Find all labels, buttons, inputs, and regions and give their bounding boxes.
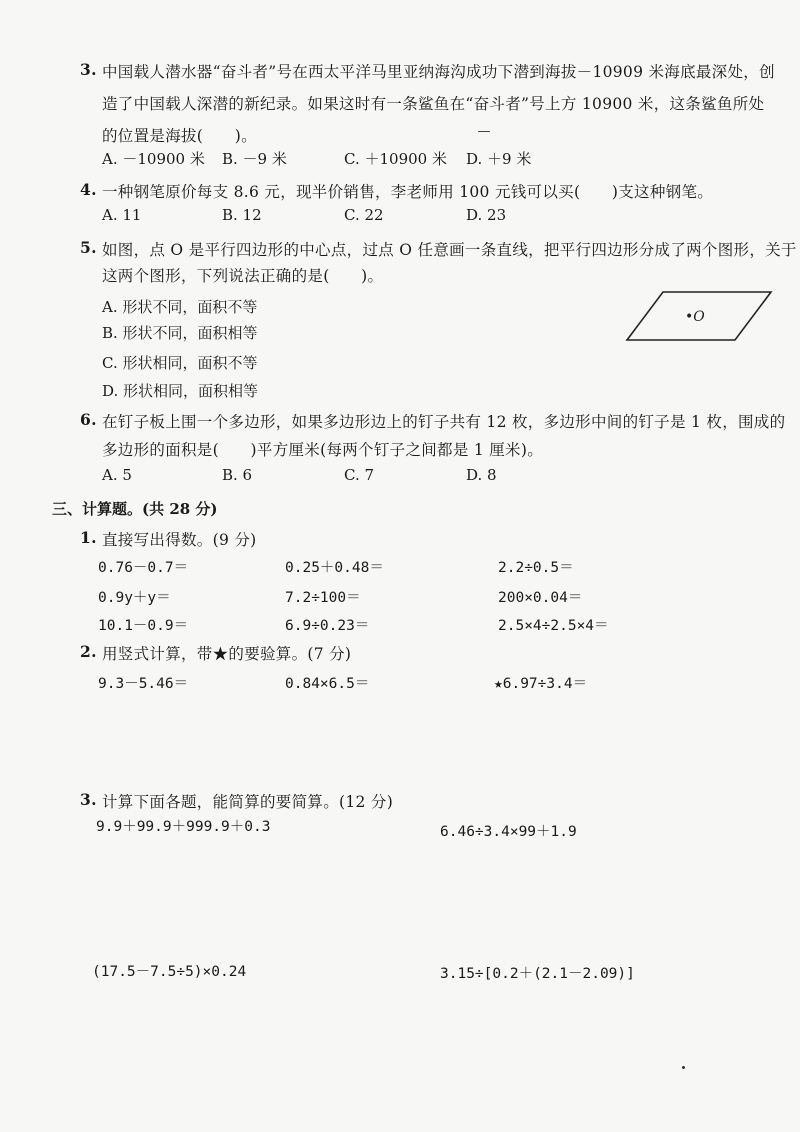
calc-item: 200×0.04＝	[498, 590, 583, 606]
q3-option-a[interactable]: A. －10900 米	[102, 150, 205, 168]
p2-title: 用竖式计算，带★的要验算。(7 分)	[102, 645, 352, 663]
q5-line1: 如图，点 O 是平行四边形的中心点，过点 O 任意画一条直线，把平行四边形分成了两个图形，关于	[102, 241, 797, 259]
simplify-item: 3.15÷[0.2＋(2.1－2.09)]	[440, 966, 635, 982]
stray-dot	[682, 1066, 685, 1069]
p1-title: 直接写出得数。(9 分)	[102, 531, 257, 549]
q4-option-b[interactable]: B. 12	[222, 206, 262, 224]
vertical-calc-item: 9.3－5.46＝	[98, 676, 189, 692]
q5-option-a[interactable]: A. 形状不同，面积不等	[102, 298, 258, 316]
p3-number: 3.	[80, 790, 97, 809]
q4-option-c[interactable]: C. 22	[344, 206, 384, 224]
p3-title: 计算下面各题，能简算的要简算。(12 分)	[102, 793, 394, 811]
point-o-label: •O	[685, 309, 705, 325]
q3-number: 3.	[80, 60, 97, 79]
q4-option-d[interactable]: D. 23	[466, 206, 507, 224]
q5-option-d[interactable]: D. 形状相同，面积相等	[102, 382, 259, 400]
p1-number: 1.	[80, 528, 97, 547]
q5-line2: 这两个图形，下列说法正确的是( )。	[102, 267, 384, 285]
q4-line1: 一种钢笔原价每支 8.6 元，现半价销售，李老师用 100 元钱可以买( )支这种钢笔。	[102, 183, 714, 201]
q5-option-b[interactable]: B. 形状不同，面积相等	[102, 324, 258, 342]
calc-item: 2.2÷0.5＝	[498, 560, 574, 576]
stray-mark	[478, 131, 490, 132]
q5-number: 5.	[80, 238, 97, 257]
calc-item: 2.5×4÷2.5×4＝	[498, 618, 609, 634]
section-3-title: 三、计算题。(共 28 分)	[52, 500, 218, 518]
calc-item: 7.2÷100＝	[285, 590, 361, 606]
q6-option-c[interactable]: C. 7	[344, 466, 375, 484]
q3-line1: 中国载人潜水器“奋斗者”号在西太平洋马里亚纳海沟成功下潜到海拔－10909 米海底最深处，创	[102, 63, 775, 81]
q3-line3: 的位置是海拔( )。	[102, 127, 257, 145]
simplify-item: 9.9＋99.9＋999.9＋0.3	[96, 819, 271, 835]
q6-option-d[interactable]: D. 8	[466, 466, 497, 484]
calc-item: 10.1－0.9＝	[98, 618, 189, 634]
q3-option-b[interactable]: B. －9 米	[222, 150, 287, 168]
calc-item: 0.9y＋y＝	[98, 590, 171, 606]
q3-line2: 造了中国载人深潜的新纪录。如果这时有一条鲨鱼在“奋斗者”号上方 10900 米，这条鲨鱼所处	[102, 95, 765, 113]
parallelogram-figure	[625, 288, 775, 344]
vertical-calc-item: ★6.97÷3.4＝	[494, 676, 588, 692]
q6-number: 6.	[80, 410, 97, 429]
q6-option-b[interactable]: B. 6	[222, 466, 253, 484]
q6-line2: 多边形的面积是( )平方厘米(每两个钉子之间都是 1 厘米)。	[102, 441, 544, 459]
calc-item: 0.76－0.7＝	[98, 560, 189, 576]
calc-item: 0.25＋0.48＝	[285, 560, 384, 576]
q4-option-a[interactable]: A. 11	[102, 206, 142, 224]
vertical-calc-item: 0.84×6.5＝	[285, 676, 370, 692]
q4-number: 4.	[80, 180, 97, 199]
simplify-item: 6.46÷3.4×99＋1.9	[440, 824, 577, 840]
p2-number: 2.	[80, 642, 97, 661]
simplify-item: (17.5－7.5÷5)×0.24	[92, 964, 247, 980]
q3-option-c[interactable]: C. ＋10900 米	[344, 150, 447, 168]
q6-line1: 在钉子板上围一个多边形，如果多边形边上的钉子共有 12 枚，多边形中间的钉子是 1 枚，围成的	[102, 413, 786, 431]
q3-option-d[interactable]: D. ＋9 米	[466, 150, 532, 168]
q6-option-a[interactable]: A. 5	[102, 466, 132, 484]
q5-option-c[interactable]: C. 形状相同，面积不等	[102, 354, 258, 372]
calc-item: 6.9÷0.23＝	[285, 618, 370, 634]
